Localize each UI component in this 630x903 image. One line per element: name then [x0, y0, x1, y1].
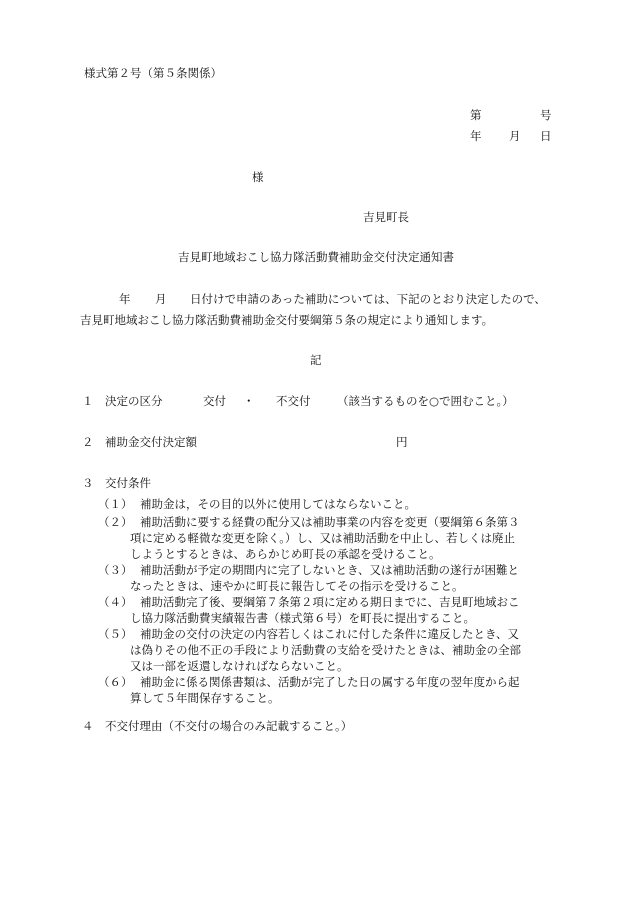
document-number-go: 号: [540, 108, 552, 122]
condition-2-line-1: 補助活動に要する経費の配分又は補助事業の内容を変更（要綱第６条第３: [140, 515, 520, 529]
item1-grant: 交付: [203, 394, 226, 408]
addressee-suffix: 様: [252, 170, 264, 184]
item2-unit: 円: [396, 435, 408, 449]
condition-3-line-1: 補助活動が予定の期間内に完了しないとき、又は補助活動の遂行が困難と: [140, 563, 520, 577]
date-day: 日: [540, 129, 552, 143]
issuer-name: 吉見町長: [363, 210, 409, 224]
document-title: 吉見町地域おこし協力隊活動費補助金交付決定通知書: [178, 250, 454, 264]
item3-label: ３ 交付条件: [82, 476, 151, 490]
condition-3-number: （３）: [98, 563, 133, 577]
intro-line1: 日付けで申請のあった補助については、下記のとおり決定したので、: [190, 292, 546, 306]
condition-4-line-2: し協力隊活動費実績報告書（様式第６号）を町長に提出すること。: [130, 611, 475, 625]
item1-separator: ・: [243, 394, 255, 408]
intro-line2: 吉見町地域おこし協力隊活動費補助金交付要綱第５条の規定により通知します。: [80, 313, 494, 327]
condition-6-line-1: 補助金に係る関係書類は、活動が完了した日の属する年度の翌年度から起: [140, 675, 520, 689]
condition-1-number: （１）: [98, 497, 133, 511]
condition-2-line-3: しようとするときは、あらかじめ町長の承認を受けること。: [130, 547, 441, 561]
condition-6-line-2: 算して５年間保存すること。: [130, 691, 280, 705]
condition-3-line-2: なったときは、速やかに町長に報告してその指示を受けること。: [130, 579, 464, 593]
condition-2-line-2: 項に定める軽微な変更を除く。）し、又は補助活動を中止し、若しくは廃止: [130, 531, 516, 545]
condition-4-line-1: 補助活動完了後、要綱第７条第２項に定める期日までに、吉見町地域おこ: [140, 595, 520, 609]
intro-month: 月: [155, 292, 167, 306]
intro-year: 年: [119, 292, 131, 306]
item1-label: １ 決定の区分: [82, 394, 163, 408]
document-number-dai: 第: [470, 108, 482, 122]
item4-label: ４ 不交付理由（不交付の場合のみ記載すること。）: [82, 719, 353, 733]
item1-nogrant: 不交付: [276, 394, 311, 408]
condition-4-number: （４）: [98, 595, 133, 609]
condition-6-number: （６）: [98, 675, 133, 689]
form-number-label: 様式第２号（第５条関係）: [84, 66, 222, 80]
item1-note: （該当するものを○で囲むこと。）: [337, 394, 514, 408]
date-month: 月: [509, 129, 521, 143]
condition-5-line-1: 補助金の交付の決定の内容若しくはこれに付した条件に違反したとき、又: [140, 627, 520, 641]
condition-2-number: （２）: [98, 515, 133, 529]
condition-1-line-1: 補助金は，その目的以外に使用してはならないこと。: [140, 497, 416, 511]
condition-5-line-3: 又は一部を返還しなければならないこと。: [130, 659, 349, 673]
condition-5-line-2: は偽りその他不正の手段により活動費の支給を受けたときは、補助金の全部: [130, 643, 521, 657]
condition-5-number: （５）: [98, 627, 133, 641]
date-year: 年: [470, 129, 482, 143]
item2-label: ２ 補助金交付決定額: [82, 435, 197, 449]
ki-heading: 記: [310, 353, 322, 367]
